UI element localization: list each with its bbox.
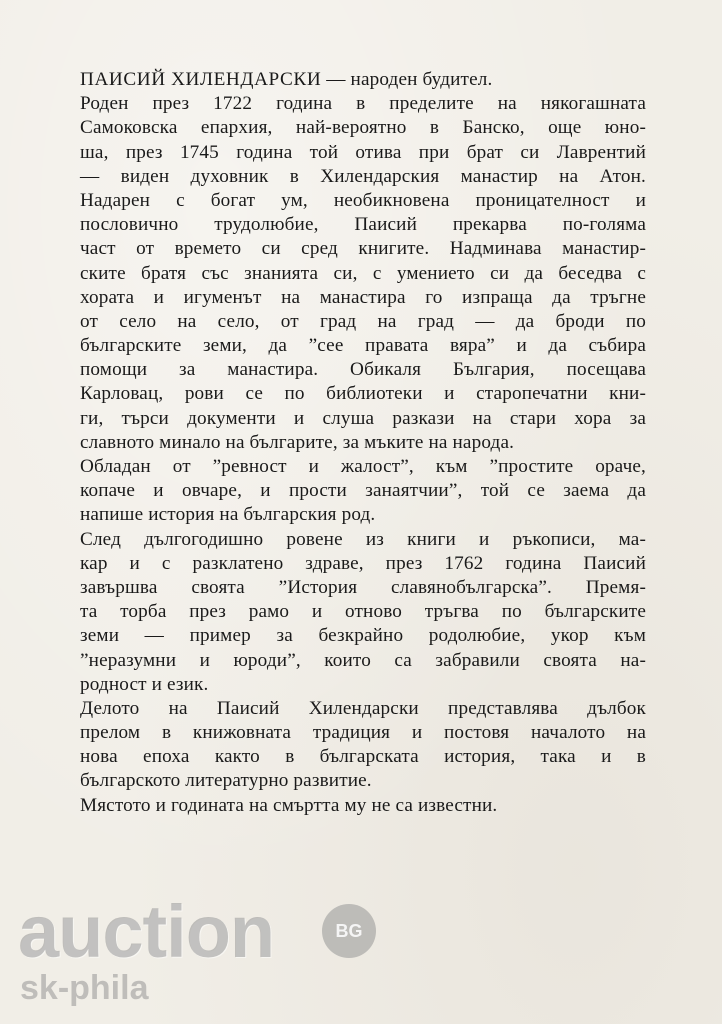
text-line: ша, през 1745 година той отива при брат си Лаврентий bbox=[80, 141, 646, 163]
text-line: Роден през 1722 година в пределите на някогашната bbox=[80, 93, 646, 115]
text-line: пословично трудолюбие, Паисий прекарва по-голяма bbox=[80, 214, 646, 236]
text-line: хората и игуменът на манастира го изпраща да тръгне bbox=[80, 286, 646, 308]
auction-watermark bbox=[14, 892, 374, 1012]
text-line: Мястото и годината на смъртта му не са известни. bbox=[80, 794, 498, 816]
watermark-logo-text: auction bbox=[18, 890, 275, 973]
text-line: копаче и овчаре, и прости занаятчии”, той се заема да bbox=[80, 480, 646, 502]
watermark-badge bbox=[322, 904, 376, 958]
text-line: ”неразумни и юроди”, които са забравили своята на- bbox=[80, 649, 646, 671]
text-line: българските земи, да ”сее правата вяра” и да събира bbox=[80, 335, 646, 357]
watermark-subtext: sk-phila bbox=[20, 969, 149, 1007]
text-line: земи — пример за безкрайно родолюбие, укор към bbox=[80, 625, 646, 647]
text-line: та торба през рамо и отново тръгва по българските bbox=[80, 601, 646, 623]
text-line: българското литературно развитие. bbox=[80, 770, 372, 792]
text-line: прелом в книжовната традиция и постовя началото на bbox=[80, 722, 646, 744]
text-line: родност и език. bbox=[80, 673, 209, 695]
heading-name: ПАИСИЙ ХИЛЕНДАРСКИ bbox=[80, 69, 322, 90]
text-line: ги, търси документи и слуша разкази на стари хора за bbox=[80, 407, 646, 429]
text-line: Надарен с богат ум, необикновена проницателност и bbox=[80, 189, 646, 211]
text-line: Самоковска епархия, най-вероятно в Банско, още юно- bbox=[80, 117, 646, 139]
watermark-badge-text: BG bbox=[335, 921, 363, 941]
text-line: от село на село, от град на град — да броди по bbox=[80, 310, 646, 332]
text-line: славното минало на българите, за мъките на народа. bbox=[80, 431, 515, 453]
text-line: напише история на българския род. bbox=[80, 504, 376, 526]
text-line: завършва своята ”История славянобългарска”. Премя- bbox=[80, 576, 646, 598]
text-line: — виден духовник в Хилендарския манастир на Атон. bbox=[80, 165, 646, 187]
text-line: Карловац, рови се по библиотеки и старопечатни кни- bbox=[80, 383, 646, 405]
biography-text bbox=[80, 68, 646, 818]
text-line: След дългогодишно ровене из книги и ръкописи, ма- bbox=[80, 528, 646, 550]
text-line: кар и с разклатено здраве, през 1762 година Паисий bbox=[80, 552, 646, 574]
text-line: Обладан от ”ревност и жалост”, към ”простите ораче, bbox=[80, 456, 646, 477]
text-line: Делото на Паисий Хилендарски представлява дълбок bbox=[80, 697, 646, 719]
text-line: част от времето си сред книгите. Надминава манастир- bbox=[80, 238, 646, 260]
heading-rest: — народен будител. bbox=[321, 69, 493, 90]
heading-line bbox=[80, 68, 646, 92]
text-line: ските братя със знанията си, с умението си да беседва с bbox=[80, 262, 646, 284]
text-line: помощи за манастира. Обикаля България, посещава bbox=[80, 359, 646, 381]
text-line: нова епоха както в българската история, така и в bbox=[80, 746, 646, 768]
